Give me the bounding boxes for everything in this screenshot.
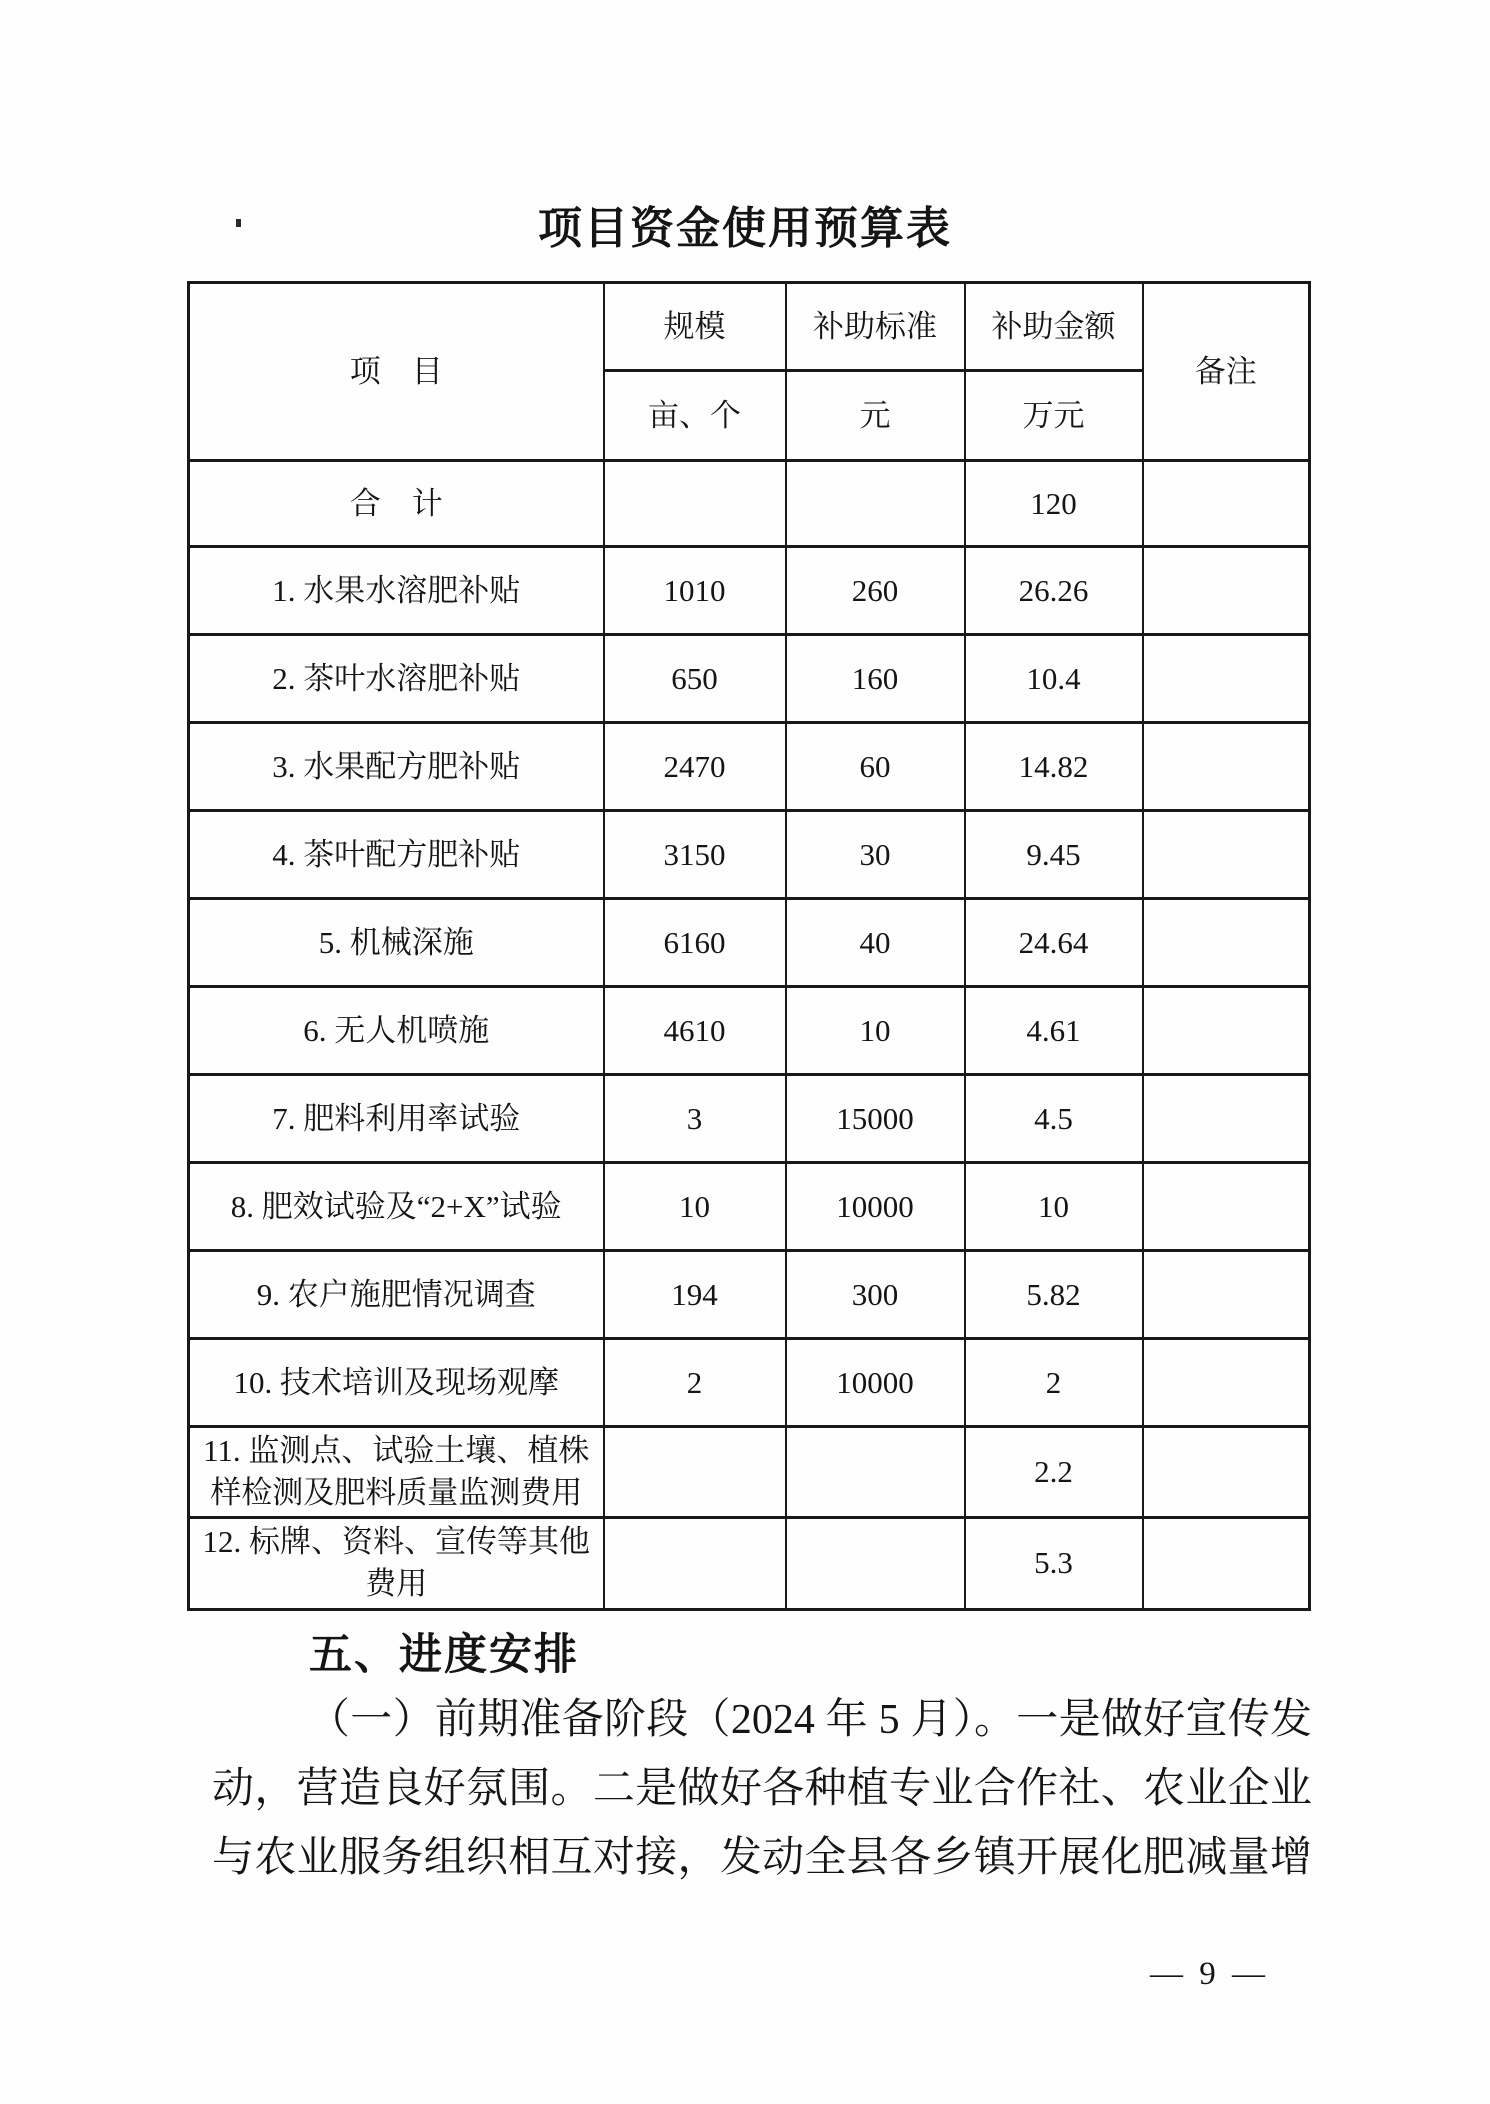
cell-standard: 15000 bbox=[786, 1075, 965, 1163]
cell-remark bbox=[1143, 1075, 1310, 1163]
paragraph-line: （一）前期准备阶段（2024 年 5 月）。一是做好宣传发 bbox=[308, 1697, 1312, 1743]
cell-standard bbox=[786, 461, 965, 547]
cell-standard bbox=[786, 1427, 965, 1518]
cell-item: 合 计 bbox=[189, 461, 604, 547]
cell-amount: 120 bbox=[965, 461, 1143, 547]
table-row-total bbox=[189, 461, 1310, 547]
cell-remark bbox=[1143, 1251, 1310, 1339]
cell-amount: 5.3 bbox=[965, 1517, 1143, 1609]
cell-item: 7. 肥料利用率试验 bbox=[189, 1075, 604, 1163]
cell-item: 11. 监测点、试验土壤、植株样检测及肥料质量监测费用 bbox=[189, 1427, 604, 1518]
cell-scale bbox=[604, 1517, 786, 1609]
cell-item: 9. 农户施肥情况调查 bbox=[189, 1251, 604, 1339]
cell-standard: 260 bbox=[786, 547, 965, 635]
header-amount: 补助金额 bbox=[965, 283, 1143, 371]
header-standard: 补助标准 bbox=[786, 283, 965, 371]
paragraph-line: 与农业服务组织相互对接，发动全县各乡镇开展化肥减量增 bbox=[212, 1835, 1312, 1881]
cell-standard: 30 bbox=[786, 811, 965, 899]
cell-remark bbox=[1143, 1517, 1310, 1609]
cell-scale: 194 bbox=[604, 1251, 786, 1339]
table-row bbox=[189, 1339, 1310, 1427]
scan-artifact-dot bbox=[236, 219, 241, 227]
cell-item: 3. 水果配方肥补贴 bbox=[189, 723, 604, 811]
cell-remark bbox=[1143, 723, 1310, 811]
cell-scale: 4610 bbox=[604, 987, 786, 1075]
cell-item: 12. 标牌、资料、宣传等其他费用 bbox=[189, 1517, 604, 1609]
cell-remark bbox=[1143, 1339, 1310, 1427]
cell-standard: 10 bbox=[786, 987, 965, 1075]
cell-standard: 60 bbox=[786, 723, 965, 811]
section-heading: 五、进度安排 bbox=[309, 1631, 579, 1679]
cell-amount: 4.61 bbox=[965, 987, 1143, 1075]
budget-table bbox=[187, 281, 1311, 1611]
cell-remark bbox=[1143, 811, 1310, 899]
table-row bbox=[189, 547, 1310, 635]
cell-remark bbox=[1143, 899, 1310, 987]
table-row bbox=[189, 987, 1310, 1075]
table-row bbox=[189, 1075, 1310, 1163]
cell-scale: 2 bbox=[604, 1339, 786, 1427]
table-row bbox=[189, 723, 1310, 811]
cell-remark bbox=[1143, 461, 1310, 547]
cell-remark bbox=[1143, 1163, 1310, 1251]
header-standard-unit: 元 bbox=[786, 371, 965, 461]
table-row bbox=[189, 1251, 1310, 1339]
table-row bbox=[189, 635, 1310, 723]
cell-amount: 26.26 bbox=[965, 547, 1143, 635]
cell-item: 5. 机械深施 bbox=[189, 899, 604, 987]
page-title: 项目资金使用预算表 bbox=[538, 204, 952, 253]
cell-amount: 2 bbox=[965, 1339, 1143, 1427]
cell-item: 1. 水果水溶肥补贴 bbox=[189, 547, 604, 635]
cell-scale: 3150 bbox=[604, 811, 786, 899]
cell-amount: 4.5 bbox=[965, 1075, 1143, 1163]
cell-remark bbox=[1143, 547, 1310, 635]
cell-item: 8. 肥效试验及“2+X”试验 bbox=[189, 1163, 604, 1251]
cell-scale: 3 bbox=[604, 1075, 786, 1163]
cell-standard: 10000 bbox=[786, 1163, 965, 1251]
cell-scale: 10 bbox=[604, 1163, 786, 1251]
page-number: — 9 — bbox=[1150, 1956, 1269, 1992]
cell-item: 10. 技术培训及现场观摩 bbox=[189, 1339, 604, 1427]
table-row bbox=[189, 899, 1310, 987]
cell-amount: 14.82 bbox=[965, 723, 1143, 811]
cell-remark bbox=[1143, 635, 1310, 723]
table-row bbox=[189, 1163, 1310, 1251]
header-scale: 规模 bbox=[604, 283, 786, 371]
cell-amount: 10.4 bbox=[965, 635, 1143, 723]
body-paragraph bbox=[212, 1686, 1312, 1893]
cell-standard: 160 bbox=[786, 635, 965, 723]
cell-scale bbox=[604, 1427, 786, 1518]
header-amount-unit: 万元 bbox=[965, 371, 1143, 461]
cell-standard bbox=[786, 1517, 965, 1609]
cell-scale: 2470 bbox=[604, 723, 786, 811]
cell-standard: 300 bbox=[786, 1251, 965, 1339]
cell-scale: 6160 bbox=[604, 899, 786, 987]
cell-remark bbox=[1143, 1427, 1310, 1518]
cell-item: 2. 茶叶水溶肥补贴 bbox=[189, 635, 604, 723]
cell-scale: 650 bbox=[604, 635, 786, 723]
table-header-row-1 bbox=[189, 283, 1310, 371]
cell-amount: 9.45 bbox=[965, 811, 1143, 899]
cell-standard: 10000 bbox=[786, 1339, 965, 1427]
cell-amount: 10 bbox=[965, 1163, 1143, 1251]
header-scale-unit: 亩、个 bbox=[604, 371, 786, 461]
cell-remark bbox=[1143, 987, 1310, 1075]
cell-item: 4. 茶叶配方肥补贴 bbox=[189, 811, 604, 899]
table-row bbox=[189, 1517, 1310, 1609]
cell-scale: 1010 bbox=[604, 547, 786, 635]
table-row bbox=[189, 1427, 1310, 1518]
paragraph-line: 动，营造良好氛围。二是做好各种植专业合作社、农业企业 bbox=[212, 1766, 1312, 1812]
header-remark: 备注 bbox=[1143, 283, 1310, 461]
cell-item: 6. 无人机喷施 bbox=[189, 987, 604, 1075]
cell-scale bbox=[604, 461, 786, 547]
cell-amount: 5.82 bbox=[965, 1251, 1143, 1339]
header-item: 项 目 bbox=[189, 283, 604, 461]
table-row bbox=[189, 811, 1310, 899]
cell-amount: 2.2 bbox=[965, 1427, 1143, 1518]
cell-standard: 40 bbox=[786, 899, 965, 987]
cell-amount: 24.64 bbox=[965, 899, 1143, 987]
